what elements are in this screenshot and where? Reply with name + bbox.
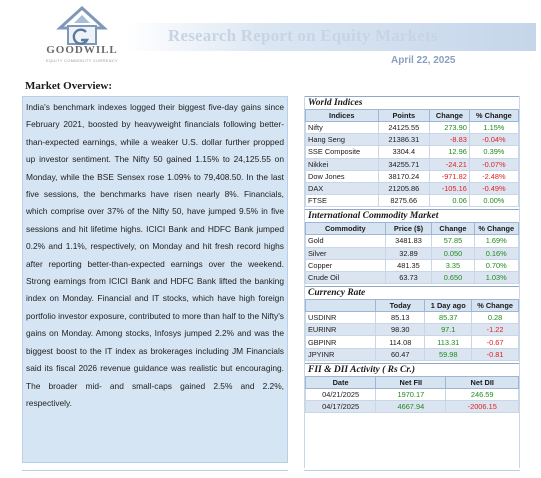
market-data-column xyxy=(304,96,520,468)
table-cell: 85.37 xyxy=(425,312,472,324)
table-cell: 97.1 xyxy=(425,324,472,336)
table-cell: 85.13 xyxy=(376,312,425,324)
table-header-row xyxy=(306,300,519,312)
table-header-row xyxy=(306,376,519,388)
row-label: DAX xyxy=(306,182,379,194)
column-header: Today xyxy=(376,300,425,312)
table-row xyxy=(306,324,519,336)
row-label: Crude Oil xyxy=(306,271,386,283)
table-row xyxy=(306,170,519,182)
table-cell: 21386.31 xyxy=(378,134,429,146)
market-overview-text: India's benchmark indexes logged their biggest five-day gains since February 2021, boosted by heavyweight financials following better-than-expected earnings, while a weaker U.S. dollar further propped up investor sentiment. The Nifty 50 gained 1.15% to 24,125.55 on Monday, while the BSE Sensex rose 1.09% to 79,408.50. In the last five sessions, the benchmarks have risen nearly 8%. Financials, which comprise over 37% of the Nifty 50, have jumped 9.5% in five sessions and hit lifetime highs. ICICI Bank and HDFC Bank jumped 0.2% and 1.1%, respectively, on Monday and hit fresh record highs after reporting better-than-expected earnings over the weekend. Strong earnings from ICICI Bank and HDFC Bank lifted the banking index on Monday. Financial and IT stocks, which have high foreign portfolio investor exposure, contributed to more than half to the Nifty's gains on Monday. Among stocks, Infosys jumped 2.2% and was the biggest boost to the IT index as brokerages including JM Financials said its fiscal 2026 revenue guidance was realistic but encouraging. The broader mid- and small-caps gained 2.5% and 2.2%, respectively. xyxy=(26,102,284,408)
column-header: Net FII xyxy=(376,376,446,388)
logo-wordmark: GOODWILL xyxy=(46,44,118,56)
table-row xyxy=(306,158,519,170)
row-label: GBPINR xyxy=(306,336,376,348)
column-header: Indices xyxy=(306,110,379,122)
table-cell: 0.06 xyxy=(430,195,470,207)
row-label: USDINR xyxy=(306,312,376,324)
table-cell: 98.30 xyxy=(376,324,425,336)
table-cell: -0.49% xyxy=(469,182,518,194)
table-row xyxy=(306,247,519,259)
table-row xyxy=(306,271,519,283)
commodity-section xyxy=(305,209,519,284)
table-cell: 63.73 xyxy=(385,271,432,283)
table-row xyxy=(306,235,519,247)
table-cell: 8275.66 xyxy=(378,195,429,207)
table-cell: -105.16 xyxy=(430,182,470,194)
table-cell: 481.35 xyxy=(385,259,432,271)
table-cell: 0.39% xyxy=(469,146,518,158)
table-row xyxy=(306,182,519,194)
company-logo xyxy=(34,6,130,66)
currency-table xyxy=(305,299,519,361)
table-cell: 0.00% xyxy=(469,195,518,207)
table-cell: 3304.4 xyxy=(378,146,429,158)
column-header: Commodity xyxy=(306,223,386,235)
table-cell: 12.96 xyxy=(430,146,470,158)
report-date: April 22, 2025 xyxy=(391,55,456,66)
column-header: Date xyxy=(306,376,376,388)
row-label: 04/17/2025 xyxy=(306,401,376,413)
row-label: Copper xyxy=(306,259,386,271)
fii-dii-table xyxy=(305,376,519,413)
row-label: FTSE xyxy=(306,195,379,207)
table-cell: 246.59 xyxy=(446,388,519,400)
table-row xyxy=(306,336,519,348)
table-cell: 21205.86 xyxy=(378,182,429,194)
table-cell: -1.22 xyxy=(472,324,519,336)
fii-dii-title: FII & DII Activity ( Rs Cr.) xyxy=(305,363,519,376)
table-cell: -0.67 xyxy=(472,336,519,348)
currency-section xyxy=(305,286,519,361)
row-label: JPYINR xyxy=(306,348,376,360)
column-header xyxy=(306,300,376,312)
table-cell: 59.98 xyxy=(425,348,472,360)
table-cell: 60.47 xyxy=(376,348,425,360)
column-header: Points xyxy=(378,110,429,122)
commodity-table xyxy=(305,222,519,284)
table-cell: -0.04% xyxy=(469,134,518,146)
world-indices-table xyxy=(305,109,519,207)
column-header: Change xyxy=(432,223,474,235)
table-cell: -8.83 xyxy=(430,134,470,146)
table-cell: 1.03% xyxy=(474,271,518,283)
table-header-row xyxy=(306,110,519,122)
table-row xyxy=(306,122,519,134)
table-row xyxy=(306,388,519,400)
row-label: SSE Composite xyxy=(306,146,379,158)
column-header: Net DII xyxy=(446,376,519,388)
table-cell: 0.050 xyxy=(432,247,474,259)
column-header: Price ($) xyxy=(385,223,432,235)
table-cell: 38170.24 xyxy=(378,170,429,182)
column-header: Change xyxy=(430,110,470,122)
row-label: Dow Jones xyxy=(306,170,379,182)
table-cell: 24125.55 xyxy=(378,122,429,134)
table-cell: -2006.15 xyxy=(446,401,519,413)
column-header: % Change xyxy=(469,110,518,122)
table-header-row xyxy=(306,223,519,235)
table-cell: 34255.71 xyxy=(378,158,429,170)
currency-title: Currency Rate xyxy=(305,286,519,299)
row-label: Silver xyxy=(306,247,386,259)
table-cell: 3481.83 xyxy=(385,235,432,247)
table-cell: 1.15% xyxy=(469,122,518,134)
table-cell: -971.82 xyxy=(430,170,470,182)
world-indices-section xyxy=(305,96,519,207)
table-cell: -2.48% xyxy=(469,170,518,182)
table-row xyxy=(306,312,519,324)
logo-tagline: EQUITY COMMODITY CURRENCY xyxy=(45,58,119,63)
table-row xyxy=(306,146,519,158)
column-header: % Change xyxy=(474,223,518,235)
table-cell: -0.81 xyxy=(472,348,519,360)
table-row xyxy=(306,348,519,360)
table-cell: 273.90 xyxy=(430,122,470,134)
table-row xyxy=(306,401,519,413)
report-title: Research Report on Equity Markets xyxy=(168,26,438,45)
row-label: Hang Seng xyxy=(306,134,379,146)
world-indices-title: World Indices xyxy=(305,96,519,109)
table-cell: 0.16% xyxy=(474,247,518,259)
row-label: Nikkei xyxy=(306,158,379,170)
goodwill-emblem-icon xyxy=(56,6,108,46)
row-label: EURINR xyxy=(306,324,376,336)
market-overview-panel xyxy=(22,96,288,463)
market-overview-heading: Market Overview: xyxy=(25,80,113,92)
row-label: 04/21/2025 xyxy=(306,388,376,400)
table-cell: 1.69% xyxy=(474,235,518,247)
table-cell: 1970.17 xyxy=(376,388,446,400)
table-cell: 113.31 xyxy=(425,336,472,348)
column-header: 1 Day ago xyxy=(425,300,472,312)
table-cell: -0.07% xyxy=(469,158,518,170)
table-cell: 0.650 xyxy=(432,271,474,283)
table-cell: 114.08 xyxy=(376,336,425,348)
row-label: Nifty xyxy=(306,122,379,134)
table-cell: 4667.94 xyxy=(376,401,446,413)
divider xyxy=(304,470,520,471)
table-cell: 0.70% xyxy=(474,259,518,271)
table-row xyxy=(306,134,519,146)
row-label: Gold xyxy=(306,235,386,247)
table-cell: 3.35 xyxy=(432,259,474,271)
commodity-title: International Commodity Market xyxy=(305,209,519,222)
table-cell: 0.28 xyxy=(472,312,519,324)
column-header: % Change xyxy=(472,300,519,312)
divider xyxy=(22,470,288,471)
table-row xyxy=(306,259,519,271)
table-cell: 32.89 xyxy=(385,247,432,259)
table-cell: -24.21 xyxy=(430,158,470,170)
table-row xyxy=(306,195,519,207)
table-cell: 57.85 xyxy=(432,235,474,247)
fii-dii-section xyxy=(305,363,519,413)
